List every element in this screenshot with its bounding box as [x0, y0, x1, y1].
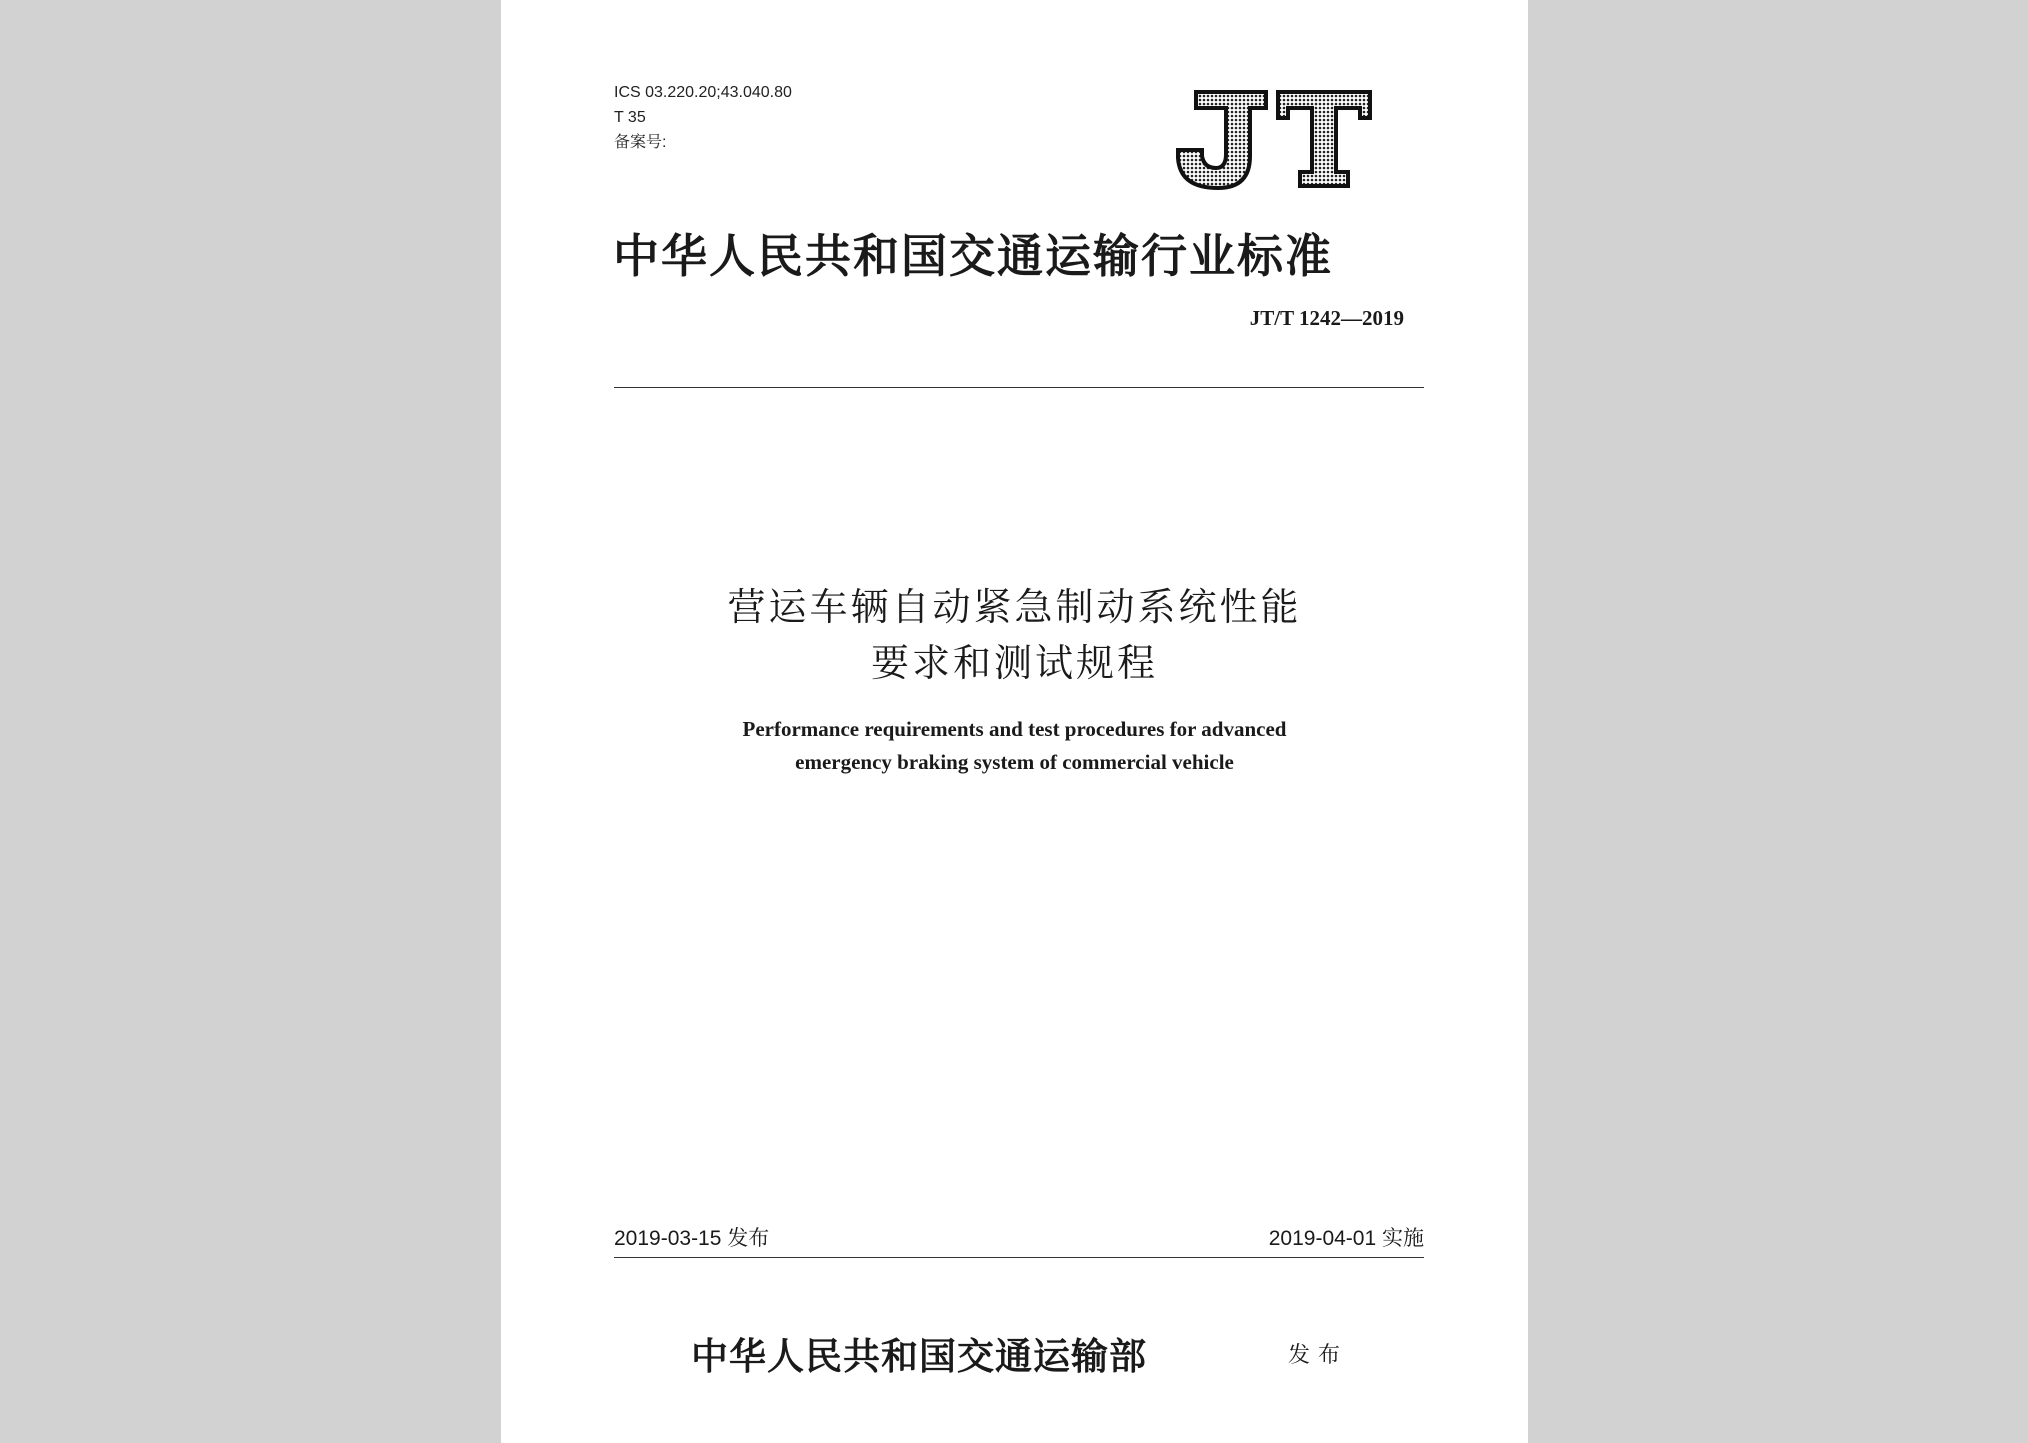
title-cn-line2: 要求和测试规程 [870, 641, 1158, 685]
logo-letter-t [1278, 92, 1370, 186]
jt-logo [1174, 86, 1374, 192]
title-en-line1: Performance requirements and test procedures for advanced [742, 717, 1287, 741]
record-number: 备案号: [614, 134, 667, 151]
logo-letter-j [1178, 92, 1266, 188]
title-en-line2: emergency braking system of commercial vehicle [795, 750, 1234, 774]
standard-number: JT/T 1242—2019 [1249, 306, 1404, 330]
publish-label: 发布 [1288, 1343, 1349, 1368]
ccs-code: T 35 [614, 109, 646, 126]
bottom-divider [614, 1257, 1424, 1258]
issue-date: 2019-03-15 发布 [614, 1227, 770, 1250]
ics-code: ICS 03.220.20;43.040.80 [614, 84, 792, 101]
implementation-date: 2019-04-01 实施 [1268, 1227, 1424, 1250]
title-cn-line1: 营运车辆自动紧急制动系统性能 [727, 585, 1302, 629]
top-divider [614, 387, 1424, 388]
document-page [501, 0, 1528, 1443]
classification-block [614, 80, 792, 155]
publisher-name: 中华人民共和国交通运输部 [691, 1335, 1147, 1378]
standard-category-title: 中华人民共和国交通运输行业标准 [613, 229, 1333, 283]
